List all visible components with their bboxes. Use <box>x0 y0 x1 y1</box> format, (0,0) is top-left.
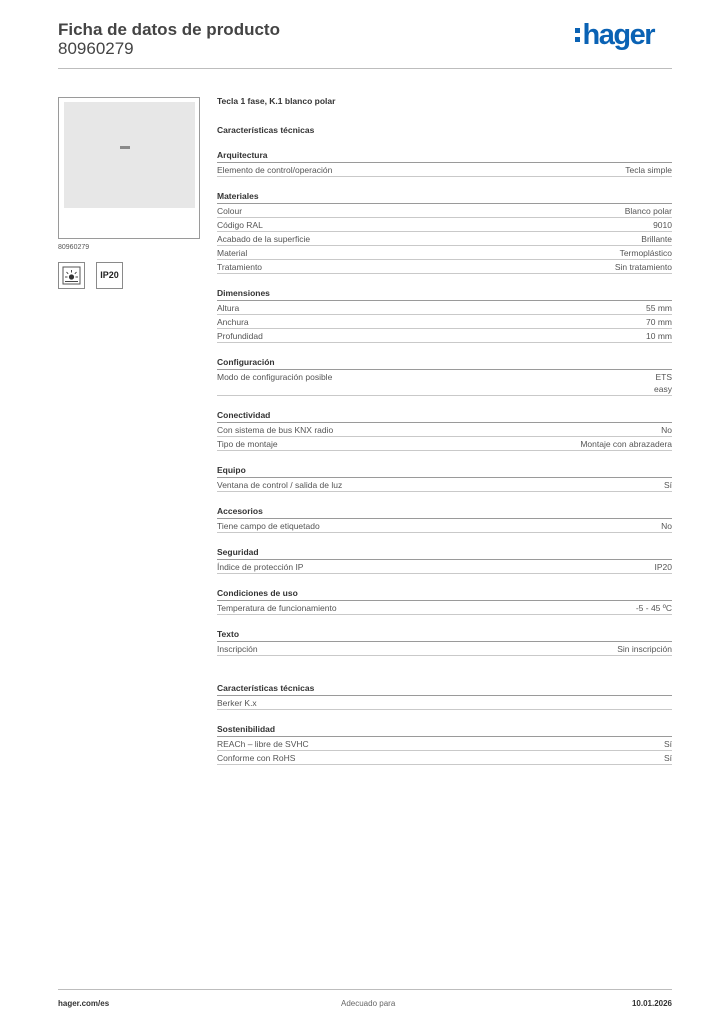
group-title: Dimensiones <box>217 287 672 301</box>
spec-value-line: ETS <box>655 372 672 382</box>
hager-logo <box>575 19 654 52</box>
spec-group <box>217 682 672 710</box>
spec-label: Ventana de control / salida de luz <box>217 480 343 490</box>
spec-group <box>217 505 672 533</box>
spec-group <box>217 356 672 396</box>
spec-row <box>217 751 672 765</box>
spec-row <box>217 601 672 615</box>
spec-label: Profundidad <box>217 331 263 341</box>
spec-content <box>217 95 672 765</box>
spec-label: Material <box>217 248 248 258</box>
spec-value <box>620 247 672 259</box>
spec-row <box>217 519 672 533</box>
spec-row <box>217 437 672 451</box>
spec-value-line: Montaje con abrazadera <box>580 439 672 449</box>
spec-value-line: 9010 <box>653 220 672 230</box>
spec-label: Conforme con RoHS <box>217 753 296 763</box>
spec-label: Índice de protección IP <box>217 562 304 572</box>
spec-row <box>217 204 672 218</box>
spec-groups <box>217 149 672 656</box>
spec-value <box>625 205 672 217</box>
spec-value-line: 70 mm <box>646 317 672 327</box>
switch-led-window <box>120 146 130 149</box>
spec-row <box>217 560 672 574</box>
footer-suitable-for: Adecuado para <box>341 999 396 1008</box>
spec-value-line: Sin inscripción <box>617 644 672 654</box>
spec-row <box>217 737 672 751</box>
spec-value <box>636 602 672 614</box>
spec-value <box>661 520 672 532</box>
group-title: Condiciones de uso <box>217 587 672 601</box>
spec-value-line: -5 - 45 ºC <box>635 603 672 613</box>
spec-value-line: Sin tratamiento <box>614 262 672 272</box>
product-name: Tecla 1 fase, K.1 blanco polar <box>217 96 336 106</box>
spec-value-line: 10 mm <box>646 331 672 341</box>
spec-label: Anchura <box>217 317 249 327</box>
spec-label: Altura <box>217 303 240 313</box>
spec-label: Colour <box>217 206 243 216</box>
image-caption: 80960279 <box>58 244 90 251</box>
spec-value <box>580 438 672 450</box>
group-title: Accesorios <box>217 505 672 519</box>
spec-row <box>217 478 672 492</box>
spec-value-line: IP20 <box>654 562 672 572</box>
group-title: Sostenibilidad <box>217 723 672 737</box>
spec-group <box>217 546 672 574</box>
footer-website: hager.com/es <box>58 999 110 1008</box>
spec-value-line: Sí <box>663 480 672 490</box>
switch-plate <box>64 102 195 208</box>
spec-group <box>217 628 672 656</box>
spec-value-line: No <box>661 521 672 531</box>
spec-label: REACh – libre de SVHC <box>217 739 309 749</box>
group-title: Arquitectura <box>217 149 672 163</box>
spec-group <box>217 287 672 343</box>
spec-label: Modo de configuración posible <box>217 372 333 382</box>
spec-value <box>646 330 672 342</box>
spec-group <box>217 723 672 765</box>
section-title: Características técnicas <box>217 125 315 135</box>
spec-value-line: Termoplástico <box>619 248 672 258</box>
spec-row <box>217 642 672 656</box>
spec-label: Con sistema de bus KNX radio <box>217 425 334 435</box>
spec-row <box>217 423 672 437</box>
product-code: 80960279 <box>58 39 134 58</box>
group-title: Equipo <box>217 464 672 478</box>
footer-date: 10.01.2026 <box>631 999 672 1008</box>
product-image <box>58 97 200 239</box>
group-title: Configuración <box>217 356 672 370</box>
spec-value-line: 55 mm <box>646 303 672 313</box>
spec-row <box>217 329 672 343</box>
spec-label: Temperatura de funcionamiento <box>217 603 337 613</box>
ip-rating-badge: IP20 <box>96 262 123 289</box>
spec-label: Tratamiento <box>217 262 263 272</box>
spec-label: Elemento de control/operación <box>217 165 333 175</box>
spec-value: Sí <box>663 753 672 763</box>
light-bulb-icon <box>58 262 85 289</box>
spec-value <box>661 424 672 436</box>
spec-value-line: Blanco polar <box>624 206 672 216</box>
spec-group <box>217 587 672 615</box>
spec-label: Tipo de montaje <box>217 439 278 449</box>
spec-row <box>217 246 672 260</box>
logo-text: hager <box>582 19 654 51</box>
spec-label: Inscripción <box>217 644 258 654</box>
spec-value <box>615 261 672 273</box>
spec-label: Berker K.x <box>217 698 257 708</box>
group-title: Seguridad <box>217 546 672 560</box>
spec-value <box>646 302 672 314</box>
spec-value <box>641 233 672 245</box>
spec-value <box>664 479 672 491</box>
spec-value-line: Tecla simple <box>625 165 672 175</box>
spec-group <box>217 464 672 492</box>
spec-row <box>217 232 672 246</box>
group-title: Materiales <box>217 190 672 204</box>
spec-group <box>217 190 672 274</box>
spec-label: Código RAL <box>217 220 263 230</box>
spec-value-line: No <box>661 425 672 435</box>
spec-label: Tiene campo de etiquetado <box>217 521 320 531</box>
spec-row <box>217 315 672 329</box>
logo-dots <box>575 24 581 44</box>
page-title: Ficha de datos de producto <box>58 20 280 39</box>
group-title: Texto <box>217 628 672 642</box>
spec-value-line: Brillante <box>641 234 672 244</box>
spec-group <box>217 409 672 451</box>
spec-value-line: easy <box>654 384 672 394</box>
spec-value <box>654 371 672 395</box>
spec-row <box>217 260 672 274</box>
spec-row <box>217 163 672 177</box>
spec-row <box>217 301 672 315</box>
spec-row <box>217 370 672 396</box>
group-title: Características técnicas <box>217 682 672 696</box>
spec-label: Acabado de la superficie <box>217 234 311 244</box>
spec-value <box>653 219 672 231</box>
spec-value: Sí <box>663 739 672 749</box>
spec-row <box>217 696 672 710</box>
page-header <box>58 20 672 69</box>
group-title: Conectividad <box>217 409 672 423</box>
spec-value <box>655 561 673 573</box>
spec-value <box>617 643 672 655</box>
spec-value <box>646 316 672 328</box>
spec-row <box>217 218 672 232</box>
page-footer <box>58 989 672 1018</box>
spec-value <box>625 164 672 176</box>
spec-group <box>217 149 672 177</box>
